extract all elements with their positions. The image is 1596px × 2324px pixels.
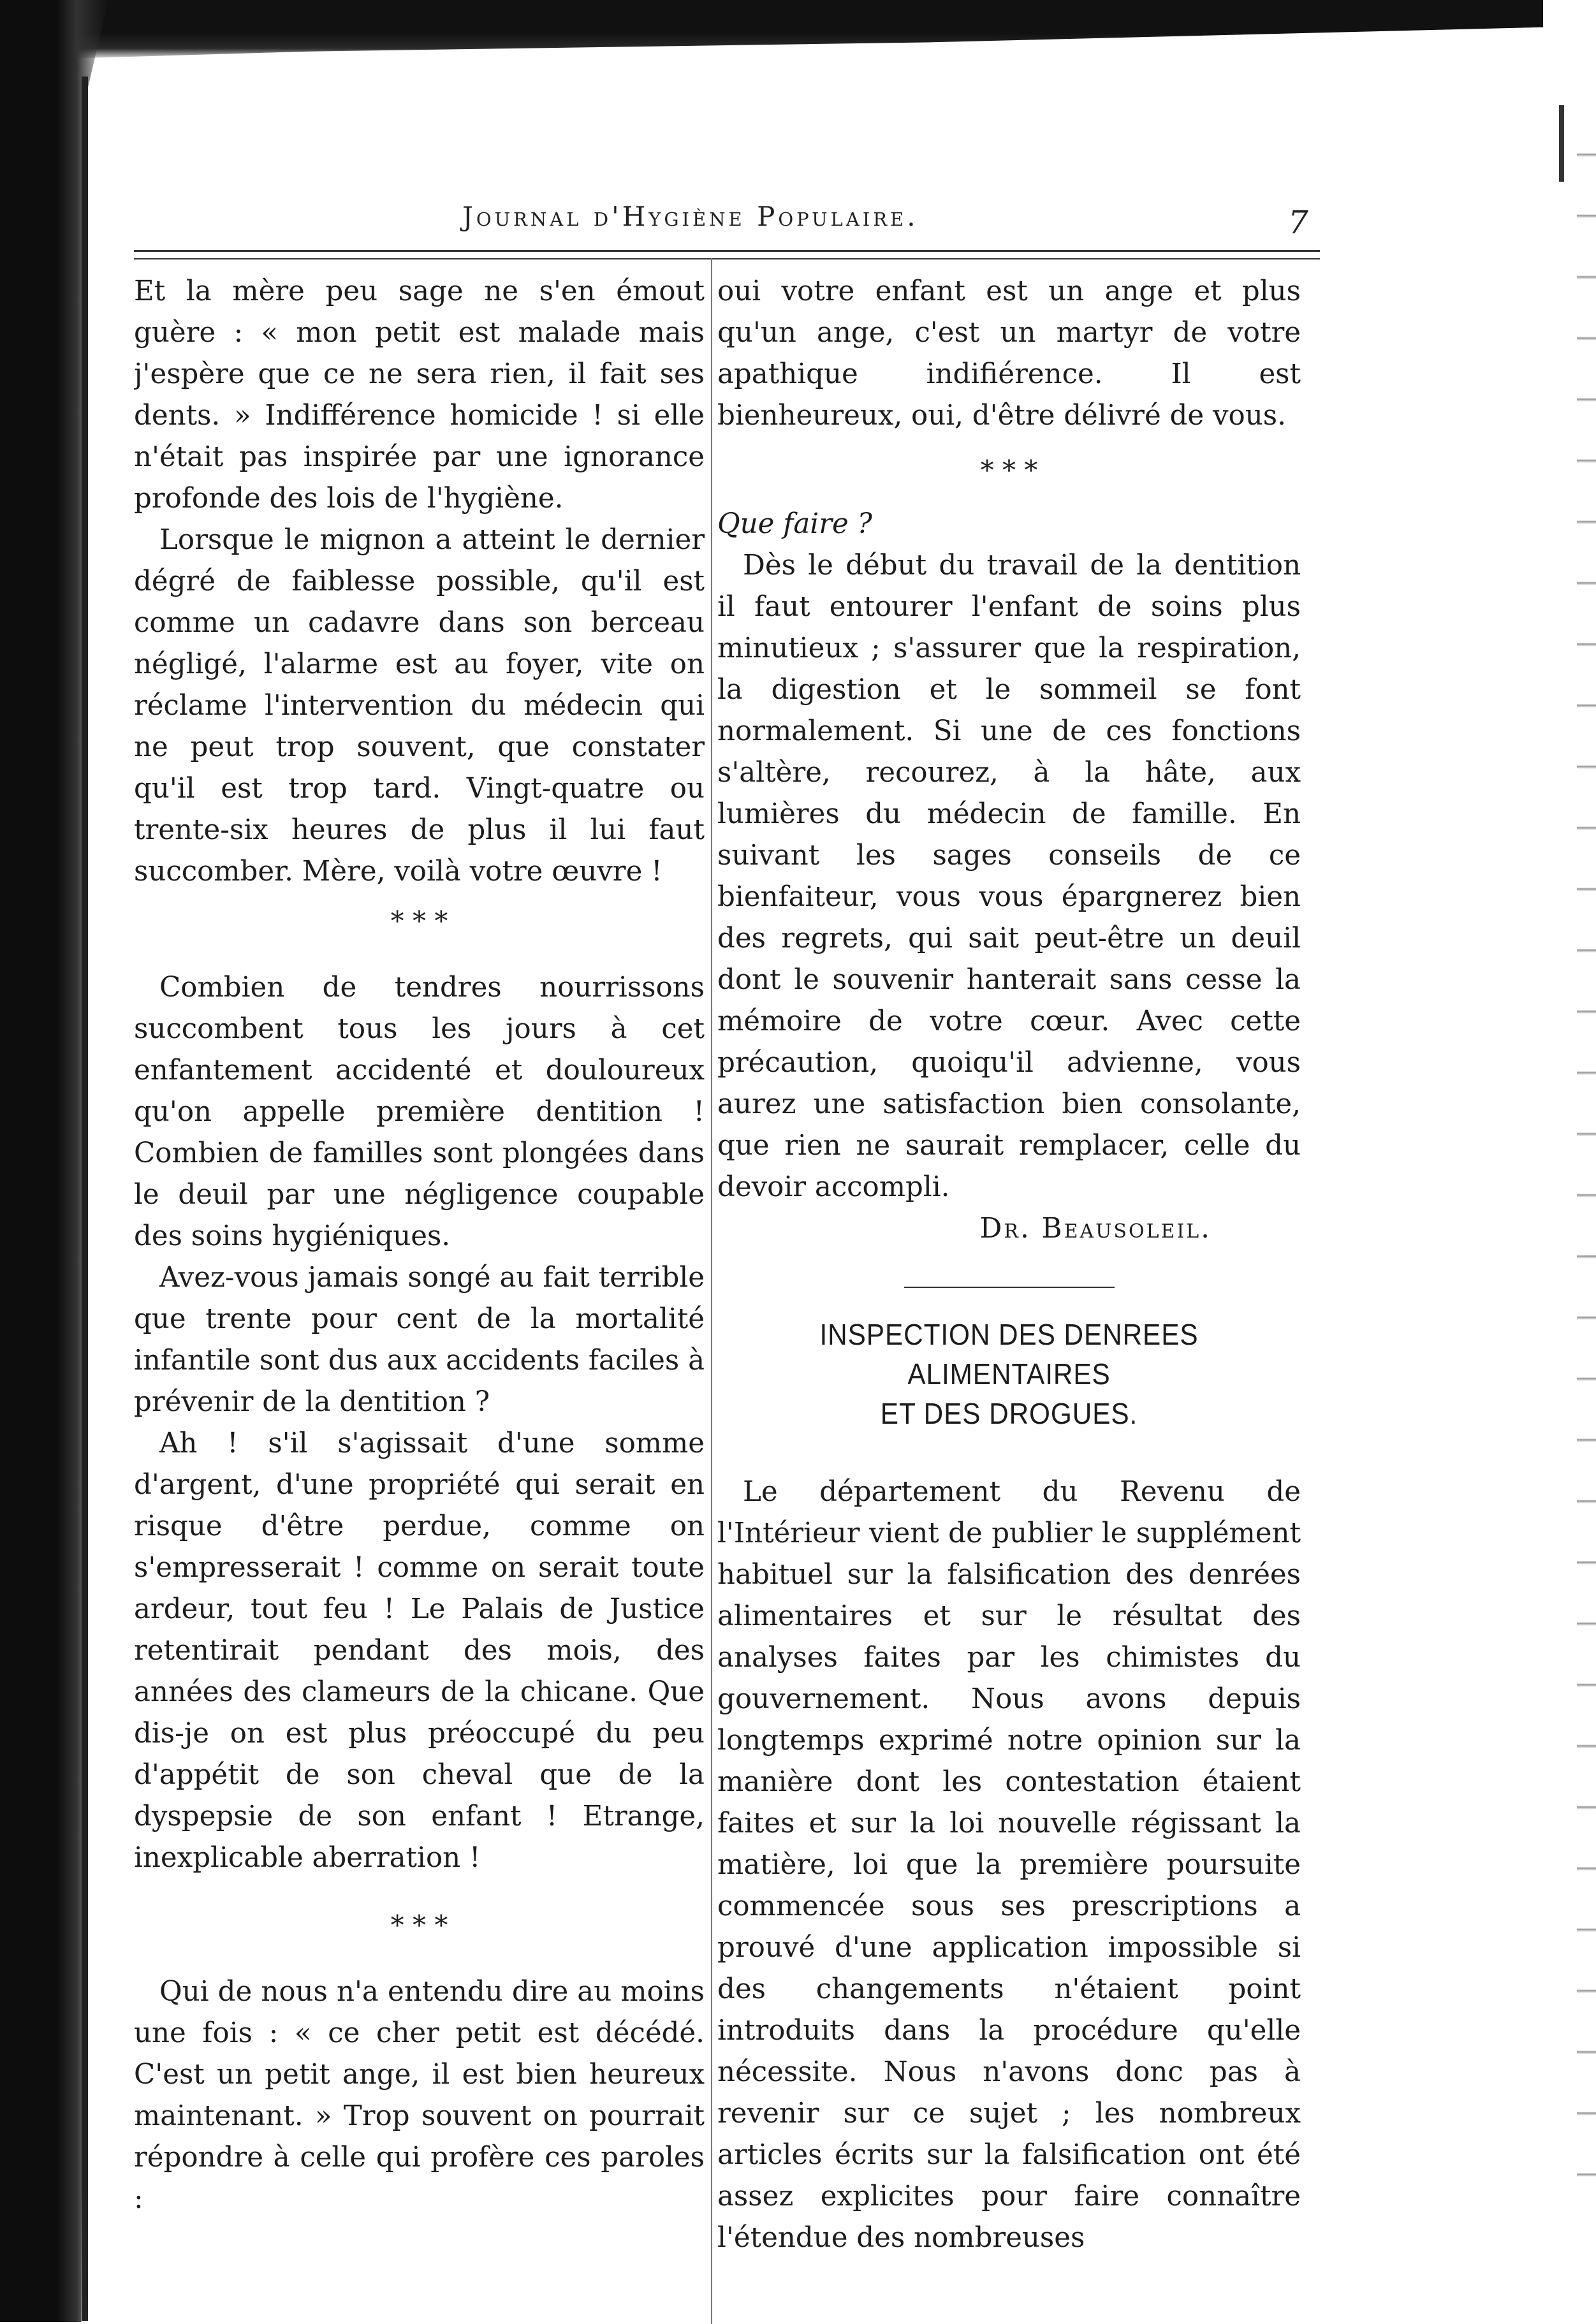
section-stars: * * * [980,455,1038,486]
article-headline [741,1315,1278,1433]
paragraph: Ah ! s'il s'agissait d'une somme d'argent, d'une propriété qui serait en risque d'être perdue, comme on s'empresserait ! comme on serait toute ardeur, tout feu ! Le Palais de Justice retentirait pendant des mois, des années des clameurs de la chicane. Que dis-je on est plus préoccupé du peu d'appétit de son cheval que de la dyspepsie de son enfant ! Etrange, inexplicable aberration ! [134,1428,705,1874]
scan-edge-top [0,0,1543,61]
left-column [134,271,705,2311]
page-number: 7 [1288,204,1308,241]
scan-edge-left [0,0,108,2322]
paragraph: Avez-vous jamais songé au fait terrible que trente pour cent de la mortalité infantile sont dus aux accidents faciles à prévenir de la dentition ? [134,1262,705,1418]
section-stars: * * * [390,905,448,937]
headline-line: INSPECTION DES DENREES ALIMENTAIRES [819,1318,1199,1391]
scan-edge-left-line [82,77,88,2321]
paragraph: Dès le début du travail de la dentition il faut entourer l'enfant de soins plus minutieux ; s'assurer que la respiration, la digestion et le sommeil se font normalement. Si une de ces fonctions s'altère, recourez, à la hâte, aux lumières du médecin de famille. En suivant les sages conseils de ce bienfaiteur, vous vous épargnerez bien des regrets, qui sait peut-être un deuil dont le souvenir hanterait sans cesse la mémoire de votre cœur. Avec cette précaution, quoiqu'il advienne, vous aurez une satisfaction bien consolante, que rien ne saurait remplacer, celle du devoir accompli. [717,550,1301,1203]
column-separator [711,258,712,2324]
paragraph: Qui de nous n'a entendu dire au moins une fois : « ce cher petit est décédé. C'est un petit ange, il est bien heureux maintenant. » Trop souvent on pourrait répondre à celle qui profère ces paroles : [134,1976,705,2215]
subheading: Que faire ? [717,508,872,540]
scan-edge-right [1577,96,1596,2200]
article-separator-rule [904,1287,1115,1288]
paragraph: Et la mère peu sage ne s'en émout guère : « mon petit est malade mais j'espère que ce ne sera rien, il fait ses dents. » Indifférence homicide ! si elle n'était pas inspirée par une ignorance profonde des lois de l'hygiène. [134,275,705,515]
paragraph: Combien de tendres nourrissons succombent tous les jours à cet enfantement accidenté et douloureux qu'on appelle première dentition ! Combien de familles sont plongées dans le deuil par une négligence coupable des soins hygiéniques. [134,972,705,1252]
scan-edge-right-mark [1559,105,1564,182]
headline-line: ET DES DROGUES. [880,1397,1138,1430]
header-rule [134,250,1320,259]
running-head: Journal d'Hygiène Populaire. [462,201,919,232]
paragraph: oui votre enfant est un ange et plus qu'un ange, c'est un martyr de votre apathique indifiérence. Il est bienheureux, oui, d'être délivré de vous. [717,275,1301,432]
article-signature: Dr. Beausoleil. [979,1213,1212,1245]
paragraph: Lorsque le mignon a atteint le dernier dégré de faiblesse possible, qu'il est comme un cadavre dans son berceau négligé, l'alarme est au foyer, vite on réclame l'intervention du médecin qui ne peut trop souvent, que constater qu'il est trop tard. Vingt-quatre ou trente-six heures de plus il lui faut succomber. Mère, voilà votre œuvre ! [134,524,705,888]
section-stars: * * * [390,1910,448,1941]
paragraph: Le département du Revenu de l'Intérieur vient de publier le supplément habituel sur la falsification des denrées alimentaires et sur le résultat des analyses faites par les chimistes du gouvernement. Nous avons depuis longtemps exprimé notre opinion sur la manière dont les contestation étaient faites et sur la loi nouvelle régissant la matière, loi que la première poursuite commencée sous ses prescriptions a prouvé d'une application impossible si des changements n'étaient point introduits dans la procédure qu'elle nécessite. Nous n'avons donc pas à revenir sur ce sujet ; les nombreux articles écrits sur la falsification ont été assez explicites pour faire connaître l'étendue des nombreuses [717,1476,1301,2254]
right-column [717,271,1301,2311]
